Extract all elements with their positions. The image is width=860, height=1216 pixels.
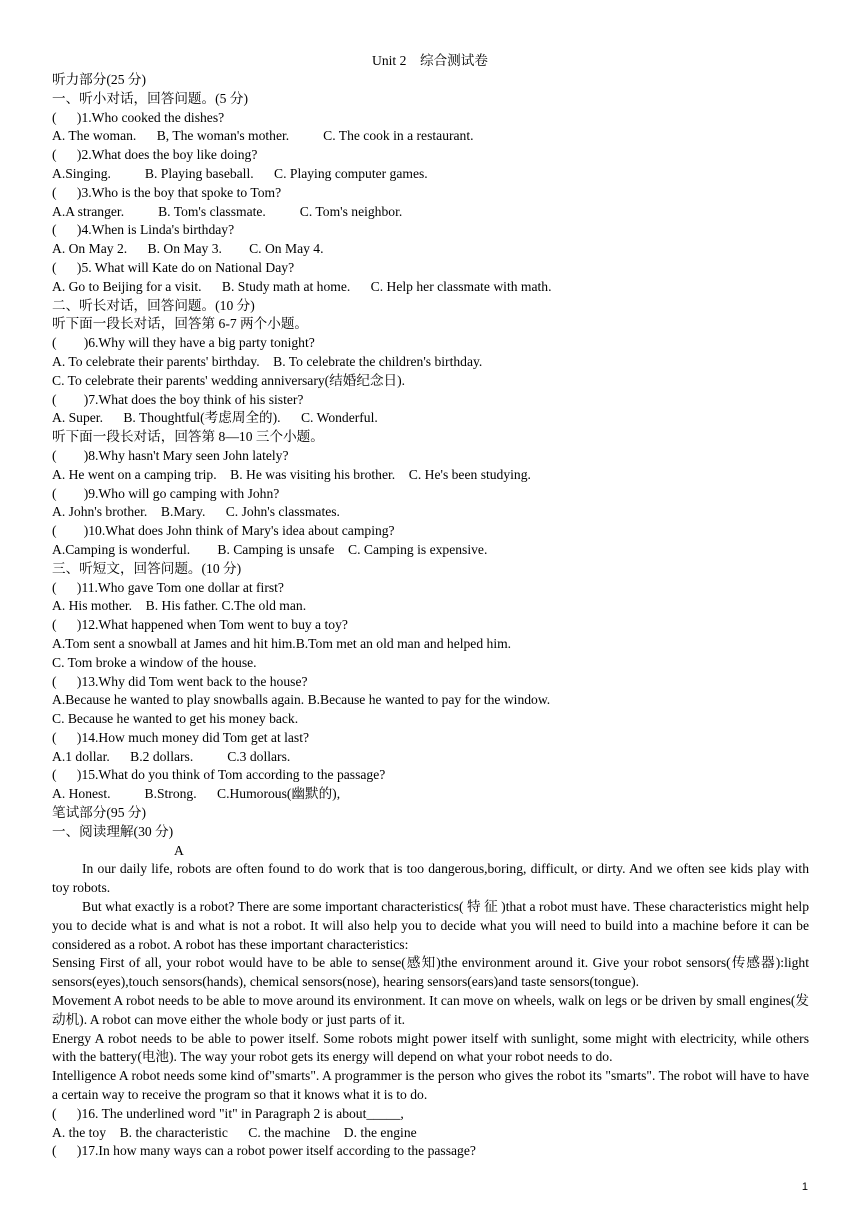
- text-line: ( )10.What does John think of Mary's idea about camping?: [52, 523, 395, 539]
- document-body: [52, 71, 809, 1161]
- passage-paragraphs: [52, 860, 809, 1104]
- question-lines: [52, 71, 809, 842]
- page-number: 1: [801, 1181, 808, 1193]
- text-line: A. John's brother. B.Mary. C. John's classmates.: [52, 504, 340, 520]
- passage-paragraph: Movement A robot needs to be able to move around its environment. It can move on wheels, walk on legs or be driven by small engines(发动机). A robot can move either the whole body or just parts of it.: [52, 993, 809, 1027]
- passage-paragraph: But what exactly is a robot? There are some important characteristics( 特 征 )that a robot must have. These characteristics might help you to decide what is and what is not a robot. It will also help you to decide what you will need to build into a machine before it can be considered as a robot. A robot has these important characteristics:: [52, 899, 809, 952]
- text-line: ( )9.Who will go camping with John?: [52, 485, 280, 501]
- text-line: A.1 dollar. B.2 dollars. C.3 dollars.: [52, 748, 291, 764]
- passage-paragraph: In our daily life, robots are often found to do work that is too dangerous,boring, difficult, or dirty. And we often see kids play with toy robots.: [52, 861, 809, 896]
- text-line: ( )11.Who gave Tom one dollar at first?: [52, 579, 284, 595]
- text-line: ( )13.Why did Tom went back to the house?: [52, 673, 308, 689]
- text-line: ( )17.In how many ways can a robot power itself according to the passage?: [52, 1143, 476, 1159]
- text-line: A.Camping is wonderful. B. Camping is unsafe C. Camping is expensive.: [52, 541, 488, 557]
- text-line: 听下面一段长对话，回答第 8—10 三个小题。: [52, 429, 324, 445]
- passage-questions: [52, 1105, 809, 1161]
- text-line: ( )14.How much money did Tom get at last?: [52, 729, 310, 745]
- text-line: A. The woman. B, The woman's mother. C. The cook in a restaurant.: [52, 128, 474, 144]
- text-line: 二、听长对话，回答问题。(10 分): [52, 297, 255, 313]
- text-line: ( )4.When is Linda's birthday?: [52, 222, 235, 238]
- text-line: A. Go to Beijing for a visit. B. Study math at home. C. Help her classmate with math.: [52, 278, 552, 294]
- text-line: A. Honest. B.Strong. C.Humorous(幽默的),: [52, 786, 341, 802]
- text-line: ( )16. The underlined word "it" in Paragraph 2 is about_____,: [52, 1105, 404, 1121]
- text-line: 三、听短文，回答问题。(10 分): [52, 560, 242, 576]
- text-line: ( )3.Who is the boy that spoke to Tom?: [52, 184, 282, 200]
- passage-paragraph: Intelligence A robot needs some kind of"smarts". A programmer is the person who gives the robot its "smarts". The robot will have to have a certain way to receive the program so that it knows what it is to do.: [52, 1068, 809, 1103]
- text-line: ( )2.What does the boy like doing?: [52, 147, 258, 163]
- text-line: ( )12.What happened when Tom went to buy a toy?: [52, 617, 348, 633]
- text-line: 笔试部分(95 分): [52, 805, 147, 821]
- text-line: A.Singing. B. Playing baseball. C. Playing computer games.: [52, 165, 428, 181]
- text-line: ( )1.Who cooked the dishes?: [52, 109, 225, 125]
- text-line: A. the toy B. the characteristic C. the machine D. the engine: [52, 1124, 417, 1140]
- text-line: ( )6.Why will they have a big party tonight?: [52, 335, 315, 351]
- text-line: ( )8.Why hasn't Mary seen John lately?: [52, 447, 289, 463]
- passage-paragraph: Energy A robot needs to be able to power itself. Some robots might power itself with sunlight, some might with electricity, while others with the battery(电池). The way your robot gets its energy will depend on what your robot needs to do.: [52, 1030, 809, 1065]
- text-line: A.Tom sent a snowball at James and hit him.B.Tom met an old man and helped him.: [52, 635, 512, 651]
- text-line: ( )15.What do you think of Tom according to the passage?: [52, 767, 386, 783]
- text-line: ( )7.What does the boy think of his sister?: [52, 391, 304, 407]
- text-line: A. To celebrate their parents' birthday. B. To celebrate the children's birthday.: [52, 353, 483, 369]
- text-line: C. Tom broke a window of the house.: [52, 654, 257, 670]
- passage-label: A: [174, 842, 184, 858]
- text-line: 一、阅读理解(30 分): [52, 823, 174, 839]
- text-line: C. Because he wanted to get his money back.: [52, 711, 299, 727]
- text-line: 听下面一段长对话，回答第 6-7 两个小题。: [52, 316, 309, 332]
- text-line: A.A stranger. B. Tom's classmate. C. Tom's neighbor.: [52, 203, 403, 219]
- text-line: A. His mother. B. His father. C.The old man.: [52, 598, 307, 614]
- text-line: A.Because he wanted to play snowballs again. B.Because he wanted to pay for the window.: [52, 692, 551, 708]
- text-line: A. Super. B. Thoughtful(考虑周全的). C. Wonderful.: [52, 410, 378, 426]
- passage-paragraph: Sensing First of all, your robot would have to be able to sense(感知)the environment around it. Give your robot sensors(传感器):light sensors(eyes),touch sensors(hands), chemical sensors(nose), hearing sensors(ears)and taste sensors(tongue).: [52, 955, 809, 990]
- page-title: Unit 2 综合测试卷: [372, 53, 488, 68]
- text-line: 听力部分(25 分): [52, 72, 147, 87]
- text-line: C. To celebrate their parents' wedding anniversary(结婚纪念日).: [52, 372, 406, 388]
- text-line: 一、听小对话，回答问题。(5 分): [52, 90, 248, 106]
- text-line: ( )5. What will Kate do on National Day?: [52, 259, 295, 275]
- text-line: A. On May 2. B. On May 3. C. On May 4.: [52, 241, 324, 257]
- text-line: A. He went on a camping trip. B. He was visiting his brother. C. He's been studying.: [52, 466, 531, 482]
